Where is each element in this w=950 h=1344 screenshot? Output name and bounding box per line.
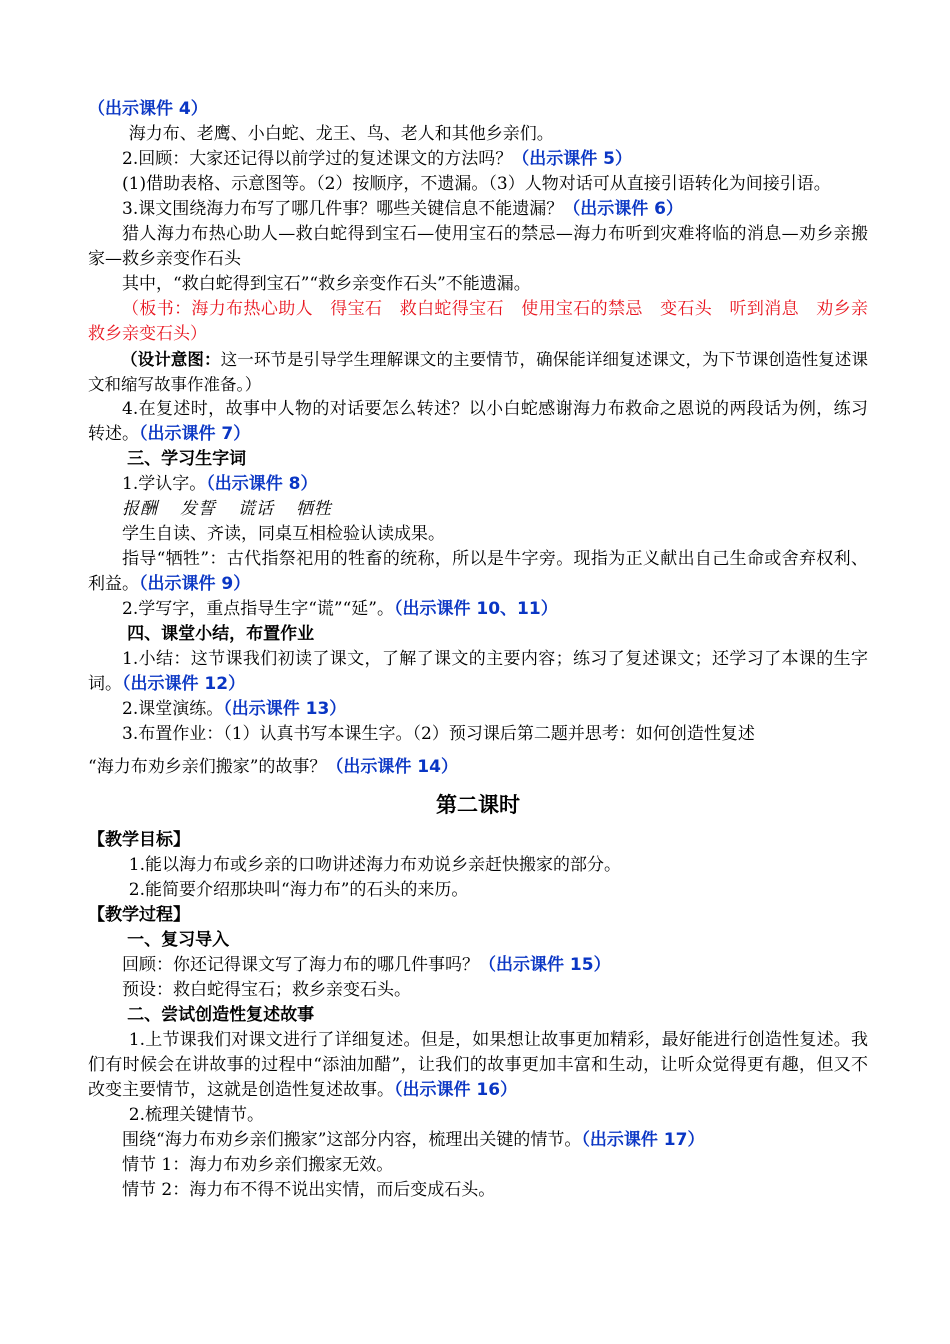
writing-guidance: 2.学写字，重点指导生字“谎”“延”。（出示课件 10、11）	[122, 599, 558, 619]
key-events: 其中，“救白蛇得到宝石”“救乡亲变作石头”不能遗漏。	[122, 274, 531, 294]
word-explanation: 指导“牺牲”：古代指祭祀用的牲畜的统称，所以是牛字旁。现指为正义献出自己生命或舍弃权利、利益。（出示课件 9）	[88, 549, 868, 594]
review-question: 2.回顾：大家还记得以前学过的复述课文的方法吗？（出示课件 5）	[122, 149, 632, 169]
learn-characters: 1.学认字。（出示课件 8）	[122, 474, 318, 494]
homework: 3.布置作业：（1）认真书写本课生字。（2）预习课后第二题并思考：如何创造性复述	[122, 724, 755, 744]
blackboard-notes: （板书：海力布热心助人 得宝石 救白蛇得宝石 使用宝石的禁忌 变石头 听到消息 劝乡亲 救乡亲变石头）	[88, 299, 885, 344]
plot-chain: 猎人海力布热心助人—救白蛇得到宝石—使用宝石的禁忌—海力布听到灾难将临的消息—劝乡亲搬家—救乡亲变作石头	[88, 224, 868, 269]
creative-retell-intro: 1.上节课我们对课文进行了详细复述。但是，如果想让故事更加精彩，最好能进行创造性复述。我们有时候会在讲故事的过程中“添油加醋”，让我们的故事更加丰富和生动，让听众觉得更有趣，但又不改变主要情节，这就是创造性复述故事。（出示课件 16）	[88, 1030, 868, 1100]
section-heading-4: 四、课堂小结，布置作业	[127, 624, 315, 644]
plot-1: 情节 1：海力布劝乡亲们搬家无效。	[122, 1155, 394, 1175]
design-intent: （设计意图：这一环节是引导学生理解课文的主要情节，确保能详细复述课文，为下节课创造性复述课文和缩写故事作准备。）	[88, 350, 869, 394]
summary: 1.小结：这节课我们初读了课文，了解了课文的主要内容；练习了复述课文；还学习了本课的生字词。（出示课件 12）	[88, 649, 868, 694]
character-list: 海力布、老鹰、小白蛇、龙王、鸟、老人和其他乡亲们。	[128, 124, 554, 144]
retell-methods: (1)借助表格、示意图等。（2）按顺序，不遗漏。（3）人物对话可从直接引语转化为间接引语。	[122, 174, 831, 194]
practice: 2.课堂演练。（出示课件 13）	[122, 699, 347, 719]
homework-continued: “海力布劝乡亲们搬家”的故事？（出示课件 14）	[88, 757, 458, 777]
vocabulary-words: 报酬 发誓 谎话 牺牲	[122, 499, 332, 519]
events-question: 3.课文围绕海力布写了哪几件事？哪些关键信息不能遗漏？（出示课件 6）	[122, 199, 683, 219]
section-heading-3: 三、学习生字词	[127, 449, 247, 469]
dialogue-question: 4.在复述时，故事中人物的对话要怎么转述？以小白蛇感谢海力布救命之恩说的两段话为例，练习转述。（出示课件 7）	[88, 399, 868, 444]
lesson-two-title: 第二课时	[436, 793, 520, 817]
goals-heading: 【教学目标】	[88, 830, 190, 850]
reading-practice: 学生自读、齐读，同桌互相检验认读成果。	[122, 524, 445, 544]
plot-2: 情节 2：海力布不得不说出实情，而后变成石头。	[122, 1180, 496, 1200]
review-prompt: 回顾：你还记得课文写了海力布的哪几件事吗？（出示课件 15）	[122, 955, 611, 975]
goal-2: 2.能简要介绍那块叫“海力布”的石头的来历。	[128, 880, 469, 900]
step-2-heading: 二、尝试创造性复述故事	[127, 1005, 315, 1025]
courseware-ref: （出示课件 4）	[88, 99, 208, 119]
key-plots-task: 围绕“海力布劝乡亲们搬家”这部分内容，梳理出关键的情节。（出示课件 17）	[122, 1130, 705, 1150]
document-page	[88, 97, 885, 1203]
step-1-heading: 一、复习导入	[127, 930, 230, 950]
expected-answer: 预设：救白蛇得宝石；救乡亲变石头。	[122, 980, 411, 1000]
key-plots-step: 2.梳理关键情节。	[128, 1105, 265, 1125]
goal-1: 1.能以海力布或乡亲的口吻讲述海力布劝说乡亲赶快搬家的部分。	[128, 855, 622, 875]
process-heading: 【教学过程】	[88, 905, 190, 925]
